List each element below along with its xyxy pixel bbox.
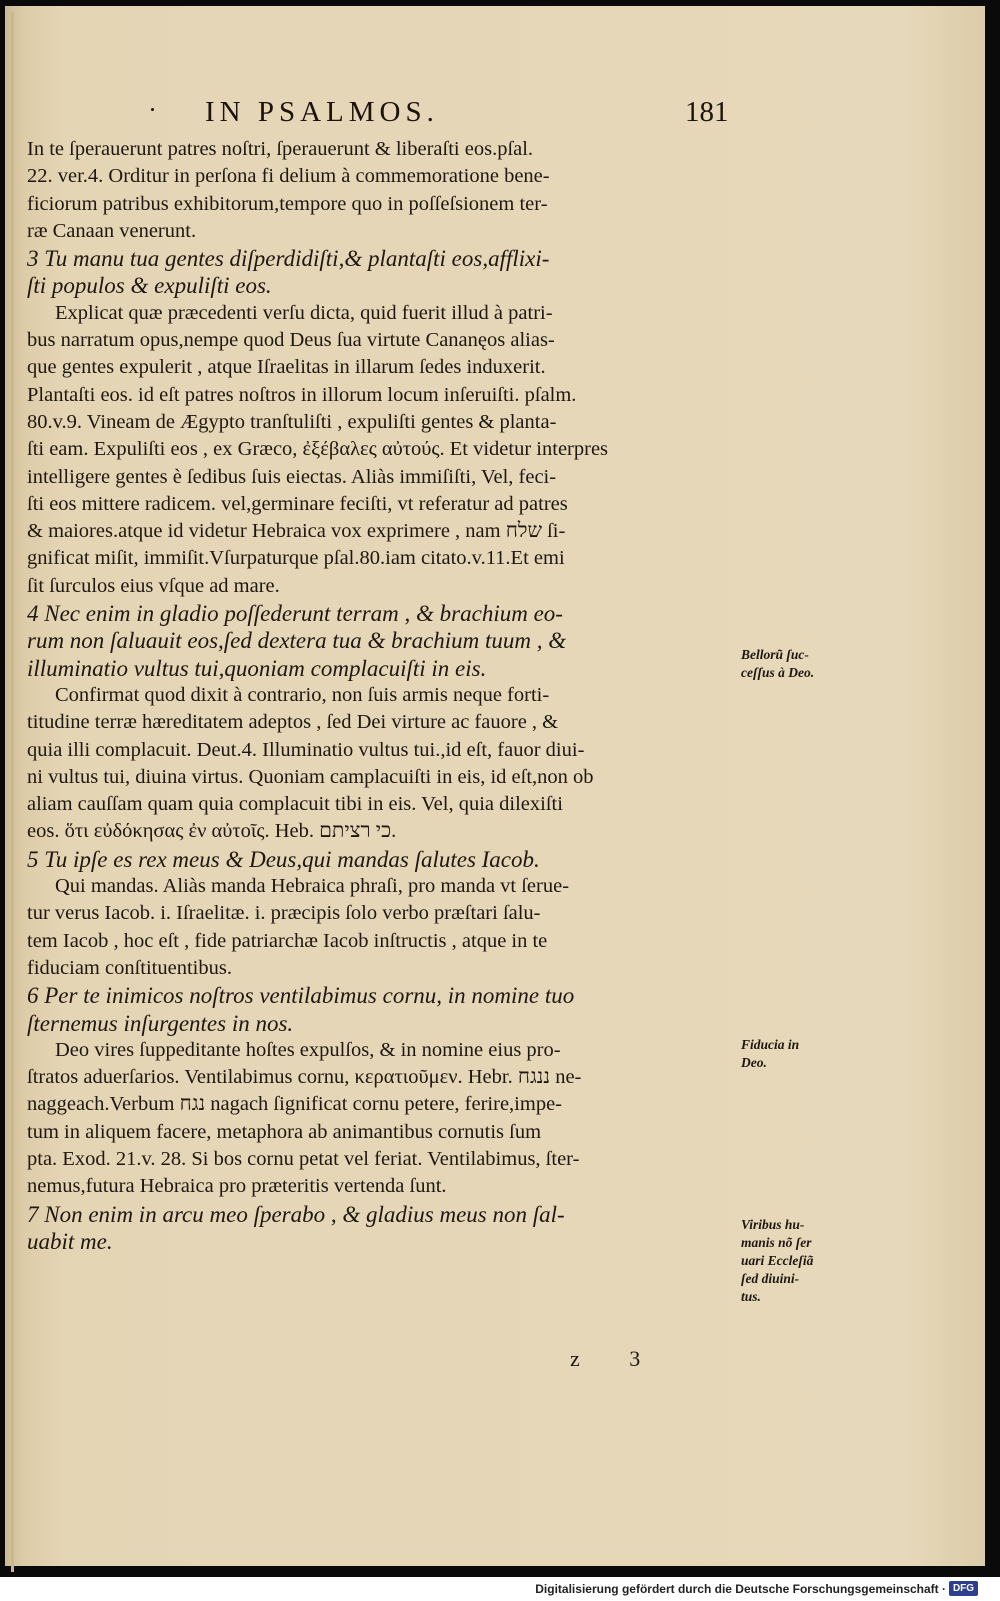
text-line: 7 Non enim in arcu meo ſperabo , & gladius meus non ſal- [27, 1201, 565, 1227]
margin-note-line: ſed diuini- [741, 1271, 800, 1286]
text-line: que gentes expulerit , atque Iſraelitas in illarum ſedes induxerit. [27, 356, 546, 379]
text-line: ſternemus inſurgentes in nos. [27, 1010, 294, 1036]
body-text [27, 136, 747, 1255]
text-line: quia illi complacuit. Deut.4. Illuminatio vultus tui.,id eſt, fauor diui- [27, 738, 585, 761]
text-line: pta. Exod. 21.v. 28. Si bos cornu petat vel feriat. Ventilabimus, ſter- [27, 1147, 580, 1170]
text-line: 3 Tu manu tua gentes diſperdidiſti,& plantaſti eos,afflixi- [27, 246, 550, 272]
text-line: ſti eos mittere radicem. vel,germinare feciſti, vt referatur ad patres [27, 492, 568, 515]
text-line: ſit ſurculos eius vſque ad mare. [27, 574, 280, 597]
text-line: uabit me. [27, 1228, 113, 1254]
text-line: ræ Canaan venerunt. [27, 219, 197, 242]
text-line: 80.v.9. Vineam de Ægypto tranſtuliſti , expuliſti gentes & planta- [27, 410, 557, 433]
page-binding-edge [11, 12, 14, 1572]
header-dot [151, 108, 154, 111]
text-line: Deo vires ſuppeditante hoſtes expulſos, & in nomine eius pro- [55, 1038, 561, 1061]
text-line: nemus,futura Hebraica pro præteritis vertenda ſunt. [27, 1175, 447, 1198]
text-line: Plantaſti eos. id eſt patres noſtros in illorum locum inſeruiſti. pſalm. [27, 383, 577, 406]
margin-note-line: Viribus hu- [741, 1217, 805, 1232]
running-title: IN PSALMOS. [205, 96, 439, 128]
book-page [5, 6, 985, 1566]
text-line: naggeach.Verbum נגח nagach ſignificat cornu petere, ferire,impe- [27, 1093, 562, 1116]
text-line: ſtratos aduerſarios. Ventilabimus cornu, κερατιοῦμεν. Hebr. ננגח ne- [27, 1066, 582, 1089]
text-line: Explicat quæ præcedenti verſu dicta, quid fuerit illud à patri- [55, 301, 553, 324]
text-line: ſti populos & expuliſti eos. [27, 273, 272, 299]
text-line: ni vultus tui, diuina virtus. Quoniam camplacuiſti in eis, id eſt,non ob [27, 765, 594, 788]
text-line: gnificat miſit, immiſit.Vſurpaturque pſal.80.iam citato.v.11.Et emi [27, 547, 565, 570]
text-line: ſti eam. Expuliſti eos , ex Græco, ἐξέβαλες αὐτούς. Et videtur interpres [27, 438, 609, 461]
margin-note-line: Deo. [741, 1055, 767, 1070]
text-line: 5 Tu ipſe es rex meus & Deus,qui mandas ſalutes Iacob. [27, 846, 540, 872]
text-line: intelligere gentes è ſedibus ſuis eiectas. Aliàs immiſiſti, Vel, feci- [27, 465, 557, 488]
margin-note-1 [741, 646, 861, 682]
margin-note-line: manis nõ ſer [741, 1235, 812, 1250]
text-line: 6 Per te inimicos noſtros ventilabimus cornu, in nomine tuo [27, 983, 575, 1009]
margin-note-line: Fiducia in [741, 1037, 800, 1052]
dfg-logo-icon: DFG [949, 1581, 978, 1596]
text-line: tum in aliquem facere, metaphora ab animantibus cornutis ſum [27, 1120, 542, 1143]
margin-note-line: uari Eccleſiã [741, 1253, 814, 1268]
text-line: ficiorum patribus exhibitorum,tempore quo in poſſeſsionem ter- [27, 192, 548, 215]
text-line: 4 Nec enim in gladio poſſederunt terram , & brachium eo- [27, 601, 563, 627]
page-header [5, 96, 985, 136]
margin-note-line: Bellorũ ſuc- [741, 647, 809, 662]
text-line: tem Iacob , hoc eſt , fide patriarchæ Iacob inſtructis , atque in te [27, 929, 548, 952]
signature-mark: z 3 [570, 1346, 663, 1371]
text-line: fiduciam conſtituentibus. [27, 956, 232, 979]
text-line: bus narratum opus,nempe quod Deus ſua virtute Cananęos alias- [27, 329, 555, 352]
text-line: eos. ὅτι εὐδόκησας ἐν αὐτοῖς. Heb. כי רציתם. [27, 820, 397, 843]
text-line: 22. ver.4. Orditur in perſona fi delium à commemoratione bene- [27, 165, 550, 188]
text-line: In te ſperauerunt patres noſtri, ſperauerunt & liberaſti eos.pſal. [27, 138, 534, 160]
footer-credit: Digitalisierung gefördert durch die Deutsche Forschungsgemeinschaft · [535, 1582, 946, 1596]
text-line: illuminatio vultus tui,quoniam complacuiſti in eis. [27, 655, 487, 681]
text-line: aliam cauſſam quam quia complacuit tibi in eis. Vel, quia dilexiſti [27, 793, 563, 816]
page-number: 181 [685, 96, 729, 128]
text-line: titudine terræ hæreditatem adeptos , ſed Dei virture ac fauore , & [27, 711, 559, 734]
margin-note-3 [741, 1216, 861, 1306]
text-line: & maiores.atque id videtur Hebraica vox exprimere , nam שלח ſi- [27, 520, 566, 543]
margin-note-line: ceſſus à Deo. [741, 665, 815, 680]
text-line: Confirmat quod dixit à contrario, non ſuis armis neque forti- [55, 683, 550, 706]
text-line: Qui mandas. Aliàs manda Hebraica phraſi, pro manda vt ſerue- [55, 875, 570, 898]
margin-note-2 [741, 1036, 861, 1072]
text-line: tur verus Iacob. i. Iſraelitæ. i. præcipis ſolo verbo præſtari ſalu- [27, 902, 541, 925]
text-line: rum non ſaluauit eos,ſed dextera tua & brachium tuum , & [27, 628, 567, 654]
margin-note-line: tus. [741, 1289, 761, 1304]
